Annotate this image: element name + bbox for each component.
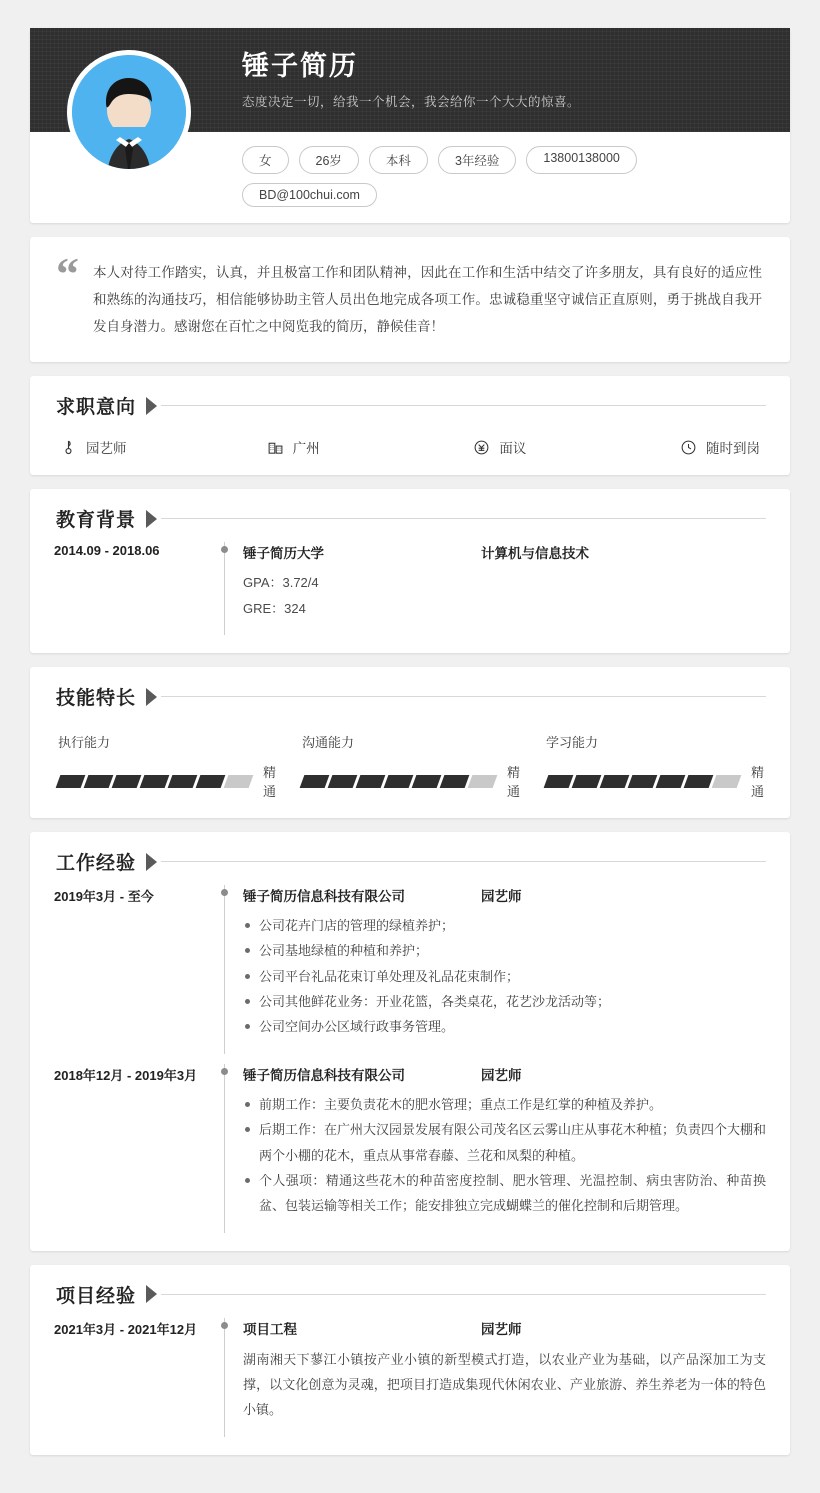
avatar-illustration bbox=[72, 55, 186, 169]
section-header-work bbox=[54, 848, 766, 875]
avatar bbox=[67, 50, 191, 174]
work-role: 园艺师 bbox=[481, 1067, 522, 1083]
header-card bbox=[30, 28, 790, 223]
city-icon bbox=[267, 439, 284, 456]
list-item: 公司花卉门店的管理的绿植养护； bbox=[243, 913, 766, 938]
chip-row-primary bbox=[242, 146, 790, 174]
chip-degree: 本科 bbox=[369, 146, 428, 174]
section-title-work: 工作经验 bbox=[56, 853, 137, 875]
skill-bar-segment bbox=[656, 775, 686, 788]
skill-level: 精通 bbox=[263, 765, 277, 800]
section-divider bbox=[161, 1294, 766, 1295]
list-item: 公司其他鲜花业务：开业花篮，各类桌花，花艺沙龙活动等； bbox=[243, 989, 766, 1014]
intent-city-label: 广州 bbox=[292, 441, 320, 456]
work-head bbox=[243, 1064, 766, 1084]
skill-meter bbox=[302, 762, 520, 800]
list-item: 后期工作：在广州大汉园景发展有限公司茂名区云雾山庄从事花木种植；负责四个大棚和两个小棚的花木，重点从事常春藤、兰花和凤梨的种植。 bbox=[243, 1117, 766, 1168]
section-arrow-icon bbox=[146, 853, 157, 871]
skill-bar-segment bbox=[328, 775, 358, 788]
skill-bar-segment bbox=[412, 775, 442, 788]
list-item: 公司基地绿植的种植和养护； bbox=[243, 938, 766, 963]
chip-gender: 女 bbox=[242, 146, 289, 174]
project-date: 2021年3月 - 2021年12月 bbox=[54, 1321, 198, 1337]
quote-icon: “ bbox=[56, 248, 79, 299]
list-item: 前期工作：主要负责花木的肥水管理；重点工作是红掌的种植及养护。 bbox=[243, 1092, 766, 1117]
intent-position bbox=[60, 437, 267, 457]
skill-bar-segment bbox=[56, 775, 86, 788]
skill-bar-segment bbox=[712, 775, 742, 788]
skill-bar-segment bbox=[468, 775, 498, 788]
intent-city bbox=[267, 437, 474, 457]
skill-bar-segment bbox=[384, 775, 414, 788]
salary-icon bbox=[473, 439, 490, 456]
work-role: 园艺师 bbox=[481, 889, 522, 905]
project-description: 湖南湘天下蓼江小镇按产业小镇的新型模式打造，以农业产业为基础，以产品深加工为支撑，以文化创意为灵魂，把项目打造成集现代休闲农业、产业旅游、养生养老为一体的特色小镇。 bbox=[243, 1351, 766, 1418]
skill-bar-segment bbox=[140, 775, 170, 788]
skill-bar-segment bbox=[572, 775, 602, 788]
skill-name: 沟通能力 bbox=[302, 735, 355, 751]
skill-item bbox=[302, 732, 546, 800]
header-slogan: 态度决定一切，给我一个机会，我会给你一个大大的惊喜。 bbox=[242, 94, 581, 109]
skill-name: 学习能力 bbox=[546, 735, 599, 751]
section-title-education: 教育背景 bbox=[56, 510, 137, 531]
project-row bbox=[54, 1318, 766, 1437]
skill-bar-segment bbox=[600, 775, 630, 788]
intent-availability-label: 随时到岗 bbox=[706, 441, 761, 456]
chip-experience: 3年经验 bbox=[438, 146, 516, 174]
skill-meter bbox=[58, 762, 276, 800]
skill-bar-segment bbox=[112, 775, 142, 788]
education-head bbox=[243, 542, 766, 562]
job-intent-row bbox=[54, 437, 766, 457]
education-body bbox=[224, 542, 766, 635]
page-title: 锤子简历 bbox=[242, 51, 358, 82]
self-evaluation-card bbox=[30, 237, 790, 362]
skill-bars bbox=[58, 775, 251, 788]
section-title-skills: 技能特长 bbox=[56, 688, 137, 710]
skill-bar-segment bbox=[84, 775, 114, 788]
work-duty-list bbox=[243, 913, 766, 1040]
section-arrow-icon bbox=[146, 397, 157, 415]
project-body bbox=[224, 1318, 766, 1437]
section-header-education bbox=[54, 505, 766, 532]
work-duty-list bbox=[243, 1092, 766, 1219]
skill-bars bbox=[302, 775, 495, 788]
skill-item bbox=[58, 732, 302, 800]
job-intent-card bbox=[30, 376, 790, 475]
project-head bbox=[243, 1318, 766, 1338]
section-divider bbox=[161, 518, 766, 519]
work-head bbox=[243, 885, 766, 905]
intent-availability bbox=[680, 437, 760, 457]
chip-email: BD@100chui.com bbox=[242, 183, 377, 207]
skill-bar-segment bbox=[168, 775, 198, 788]
section-divider bbox=[161, 861, 766, 862]
skill-bar-segment bbox=[440, 775, 470, 788]
skill-bars bbox=[546, 775, 739, 788]
section-arrow-icon bbox=[146, 510, 157, 528]
work-body bbox=[224, 1064, 766, 1233]
skill-bar-segment bbox=[356, 775, 386, 788]
project-experience-card bbox=[30, 1265, 790, 1455]
project-role: 园艺师 bbox=[481, 1321, 522, 1337]
work-row bbox=[54, 1064, 766, 1233]
section-divider bbox=[161, 405, 766, 406]
skill-bar-segment bbox=[628, 775, 658, 788]
skill-bar-segment bbox=[196, 775, 226, 788]
education-detail-gpa: GPA：3.72/4 bbox=[243, 575, 319, 590]
list-item: 公司平台礼品花束订单处理及礼品花束制作； bbox=[243, 964, 766, 989]
project-name: 项目工程 bbox=[243, 1321, 297, 1337]
education-card bbox=[30, 489, 790, 653]
skill-name: 执行能力 bbox=[58, 735, 111, 751]
list-item: 个人强项：精通这些花木的种苗密度控制、肥水管理、光温控制、病虫害防治、种苗换盆、包装运输等相关工作；能安排独立完成蝴蝶兰的催化控制和后期管理。 bbox=[243, 1168, 766, 1219]
intent-salary bbox=[473, 437, 680, 457]
intent-salary-label: 面议 bbox=[499, 441, 527, 456]
list-item: 公司空间办公区域行政事务管理。 bbox=[243, 1014, 766, 1039]
skill-bar-segment bbox=[224, 775, 254, 788]
section-header-intent bbox=[54, 392, 766, 419]
chip-age: 26岁 bbox=[299, 146, 359, 174]
self-evaluation-text: 本人对待工作踏实，认真，并且极富工作和团队精神，因此在工作和生活中结交了许多朋友，具有良好的适应性和熟练的沟通技巧，相信能够协助主管人员出色地完成各项工作。忠诚稳重坚守诚信正直原则，勇于挑战自我开发自身潜力。感谢您在百忙之中阅览我的简历，静候佳音！ bbox=[93, 265, 762, 334]
skill-bar-segment bbox=[684, 775, 714, 788]
education-major: 计算机与信息技术 bbox=[481, 546, 589, 561]
work-date: 2019年3月 - 至今 bbox=[54, 889, 154, 905]
clock-icon bbox=[680, 439, 697, 456]
skill-level: 精通 bbox=[507, 765, 521, 800]
section-title-intent: 求职意向 bbox=[56, 397, 137, 418]
skills-row bbox=[54, 732, 766, 800]
section-header-skills bbox=[54, 683, 766, 710]
work-experience-card bbox=[30, 832, 790, 1250]
skill-bar-segment bbox=[300, 775, 330, 788]
education-date: 2014.09 - 2018.06 bbox=[54, 543, 160, 558]
intent-position-label: 园艺师 bbox=[86, 441, 127, 456]
education-row bbox=[54, 542, 766, 635]
position-icon bbox=[60, 439, 77, 456]
education-detail-gre: GRE：324 bbox=[243, 601, 306, 617]
section-title-project: 项目经验 bbox=[56, 1285, 137, 1307]
skill-meter bbox=[546, 762, 764, 800]
work-company: 锤子简历信息科技有限公司 bbox=[243, 889, 405, 905]
skill-level: 精通 bbox=[751, 765, 765, 800]
work-row bbox=[54, 885, 766, 1054]
work-date: 2018年12月 - 2019年3月 bbox=[54, 1067, 198, 1083]
section-divider bbox=[161, 696, 766, 697]
work-company: 锤子简历信息科技有限公司 bbox=[243, 1067, 405, 1083]
skills-card bbox=[30, 667, 790, 818]
section-arrow-icon bbox=[146, 1285, 157, 1303]
skill-item bbox=[546, 732, 790, 800]
work-body bbox=[224, 885, 766, 1054]
section-arrow-icon bbox=[146, 688, 157, 706]
chip-phone: 13800138000 bbox=[526, 146, 636, 174]
chip-row-secondary bbox=[242, 183, 790, 207]
section-header-project bbox=[54, 1281, 766, 1308]
skill-bar-segment bbox=[544, 775, 574, 788]
education-school: 锤子简历大学 bbox=[243, 546, 324, 561]
